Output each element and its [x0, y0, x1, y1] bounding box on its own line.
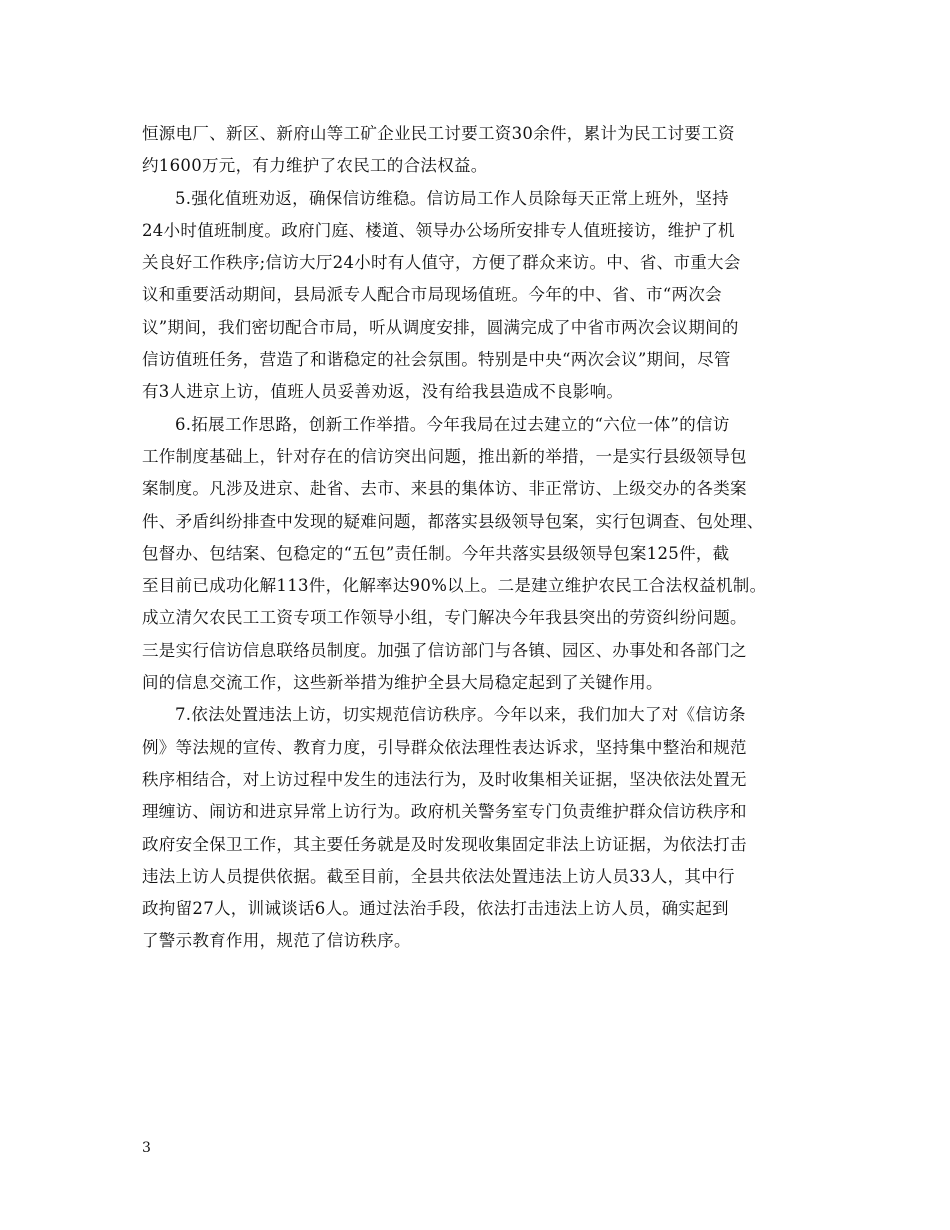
text-line: 关良好工作秩序;信访大厅24小时有人值守，方便了群众来访。中、省、市重大会 [142, 253, 741, 273]
text-line: 政府安全保卫工作，其主要任务就是及时发现收集固定非法上访证据，为依法打击 [142, 834, 747, 854]
text-line: 违法上访人员提供依据。截至目前，全县共依法处置违法上访人员33人，其中行 [142, 866, 735, 886]
text-line: 6.拓展工作思路，创新工作举措。今年我局在过去建立的“六位一体”的信访 [175, 414, 730, 434]
text-line: 成立清欠农民工工资专项工作领导小组，专门解决今年我县突出的劳资纠纷问题。 [142, 608, 747, 628]
text-line: 了警示教育作用，规范了信访秩序。 [142, 931, 411, 951]
text-line: 24小时值班制度。政府门庭、楼道、领导办公场所安排专人值班接访，维护了机 [142, 220, 735, 240]
text-line: 理缠访、闹访和进京异常上访行为。政府机关警务室专门负责维护群众信访秩序和 [142, 802, 747, 822]
text-line: 有3人进京上访，值班人员妥善劝返，没有给我县造成不良影响。 [142, 382, 624, 402]
text-line: 秩序相结合，对上访过程中发生的违法行为，及时收集相关证据，坚决依法处置无 [142, 769, 747, 789]
text-line: 议”期间，我们密切配合市局，听从调度安排，圆满完成了中省市两次会议期间的 [142, 317, 739, 337]
page-number: 3 [142, 1140, 151, 1156]
text-line: 恒源电厂、新区、新府山等工矿企业民工讨要工资30余件，累计为民工讨要工资 [142, 124, 735, 143]
text-line: 包督办、包结案、包稳定的“五包”责任制。今年共落实县级领导包案125件，截 [142, 543, 730, 563]
text-line: 7.依法处置违法上访，切实规范信访秩序。今年以来，我们加大了对《信访条 [175, 705, 746, 725]
body-text [142, 118, 832, 958]
text-line: 件、矛盾纠纷排查中发现的疑难问题，都落实县级领导包案，实行包调查、包处理、 [142, 511, 764, 531]
text-line: 议和重要活动期间，县局派专人配合市局现场值班。今年的中、省、市“两次会 [142, 285, 722, 305]
text-line: 工作制度基础上，针对存在的信访突出问题，推出新的举措，一是实行县级领导包 [142, 446, 747, 466]
text-line: 政拘留27人，训诫谈话6人。通过法治手段，依法打击违法上访人员，确实起到 [142, 899, 729, 919]
text-line: 约1600万元，有力维护了农民工的合法权益。 [142, 156, 488, 176]
text-line: 案制度。凡涉及进京、赴省、去市、来县的集体访、非正常访、上级交办的各类案 [142, 479, 747, 499]
text-line: 间的信息交流工作，这些新举措为维护全县大局稳定起到了关键作用。 [142, 673, 663, 693]
text-line: 例》等法规的宣传、教育力度，引导群众依法理性表达诉求，坚持集中整治和规范 [142, 737, 747, 757]
text-line: 三是实行信访信息联络员制度。加强了信访部门与各镇、园区、办事处和各部门之 [142, 640, 747, 660]
text-line: 5.强化值班劝返，确保信访维稳。信访局工作人员除每天正常上班外，坚持 [175, 188, 729, 208]
text-line: 至目前已成功化解113件，化解率达90%以上。二是建立维护农民工合法权益机制。 [142, 576, 767, 596]
text-line: 信访值班任务，营造了和谐稳定的社会氛围。特别是中央“两次会议”期间，尽管 [142, 350, 731, 370]
